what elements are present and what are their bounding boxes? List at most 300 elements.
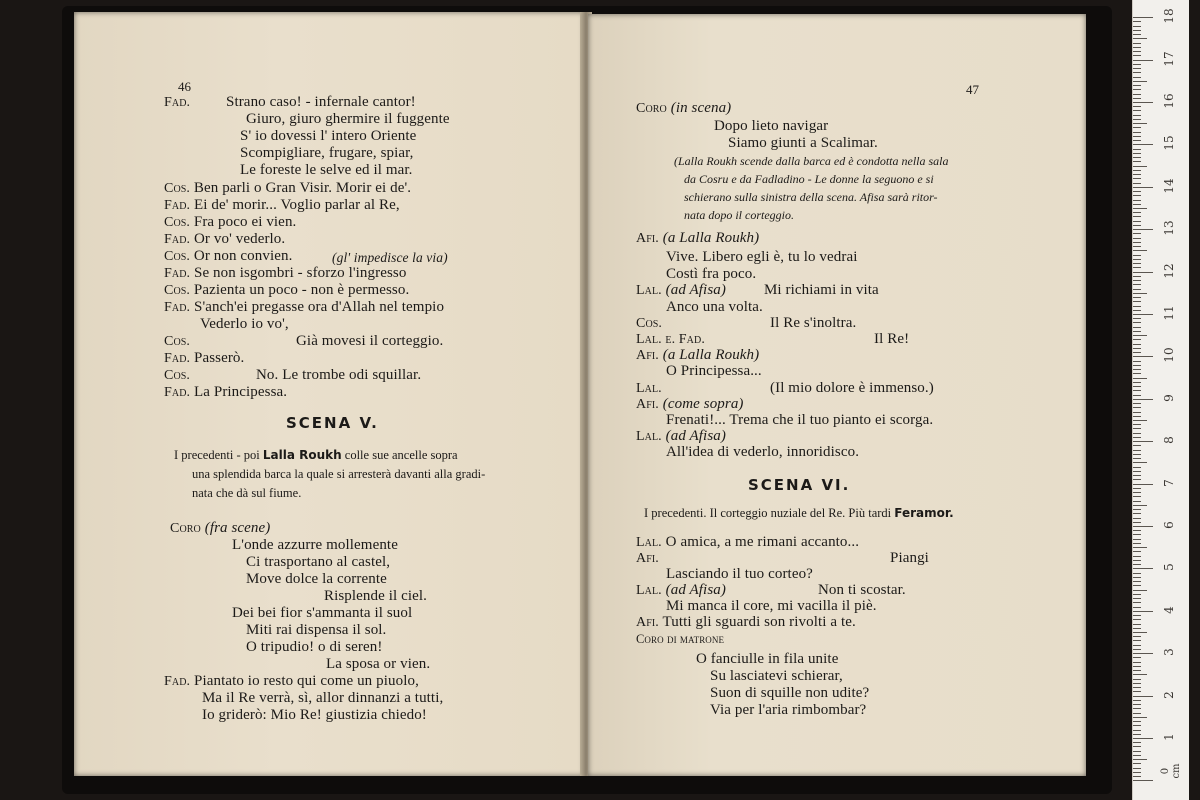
ruler-tick bbox=[1133, 352, 1141, 353]
ruler-tick bbox=[1133, 250, 1147, 251]
speaker-label: Lal. bbox=[636, 583, 662, 598]
ruler-tick bbox=[1133, 166, 1147, 167]
ruler-unit-label: 0 cm bbox=[1160, 763, 1182, 779]
ruler-tick bbox=[1133, 526, 1153, 527]
ruler-tick bbox=[1133, 378, 1147, 379]
ruler-tick bbox=[1133, 72, 1141, 73]
verse-line: Io griderò: Mio Re! giustizia chiedo! bbox=[202, 707, 427, 723]
ruler-tick bbox=[1133, 568, 1153, 569]
ruler-tick bbox=[1133, 170, 1141, 171]
ruler-tick bbox=[1133, 653, 1153, 654]
left-page-number: 46 bbox=[178, 79, 191, 94]
verse-line: (Il mio dolore è immenso.) bbox=[770, 380, 934, 396]
ruler-tick bbox=[1133, 140, 1141, 141]
ruler-tick bbox=[1133, 407, 1141, 408]
ruler-tick bbox=[1133, 518, 1141, 519]
ruler-tick bbox=[1133, 267, 1141, 268]
ruler-tick bbox=[1133, 547, 1147, 548]
verse-line: Mi richiami in vita bbox=[764, 282, 879, 298]
stage-direction: (gl' impedisce la via) bbox=[332, 250, 448, 265]
left-page bbox=[74, 12, 584, 776]
ruler-tick bbox=[1133, 373, 1141, 374]
right-page-number: 47 bbox=[966, 82, 979, 97]
speaker-label: Afi. bbox=[636, 397, 659, 412]
speaker-label: Coro di matrone bbox=[636, 632, 725, 646]
ruler-tick bbox=[1133, 598, 1141, 599]
speaker-label: Fad. bbox=[164, 198, 191, 213]
ruler-tick bbox=[1133, 195, 1141, 196]
ruler-tick bbox=[1133, 301, 1141, 302]
ruler-tick bbox=[1133, 611, 1153, 612]
scene-description: I precedenti - poi Lalla Roukh colle sue ancelle sopra bbox=[174, 448, 458, 462]
stage-direction: (ad Afisa) bbox=[665, 582, 726, 598]
ruler-mark-label: 1 bbox=[1162, 733, 1176, 741]
ruler-tick bbox=[1133, 280, 1141, 281]
ruler-tick bbox=[1133, 55, 1141, 56]
ruler-mark-label: 7 bbox=[1162, 478, 1176, 487]
ruler-tick bbox=[1133, 361, 1141, 362]
stage-direction: (fra scene) bbox=[204, 520, 271, 536]
ruler-tick bbox=[1133, 539, 1141, 540]
ruler-tick bbox=[1133, 94, 1141, 95]
ruler-tick bbox=[1133, 717, 1147, 718]
ruler-tick bbox=[1133, 89, 1141, 90]
ruler-tick bbox=[1133, 297, 1141, 298]
ruler-tick bbox=[1133, 738, 1153, 739]
verse-line: O Principessa... bbox=[666, 363, 762, 379]
ruler-mark-label: 15 bbox=[1162, 135, 1176, 152]
ruler-tick bbox=[1133, 106, 1141, 107]
speaker-label: Afi. bbox=[636, 615, 659, 630]
ruler-tick bbox=[1133, 276, 1141, 277]
verse-line: O tripudio! o di seren! bbox=[246, 639, 383, 655]
ruler-tick bbox=[1133, 225, 1141, 226]
ruler-mark-label: 3 bbox=[1162, 648, 1176, 657]
ruler-tick bbox=[1133, 522, 1141, 523]
ruler-tick bbox=[1133, 272, 1153, 273]
ruler-tick bbox=[1133, 356, 1153, 357]
ruler-tick bbox=[1133, 259, 1141, 260]
ruler-tick bbox=[1133, 530, 1141, 531]
ruler-tick bbox=[1133, 708, 1141, 709]
verse-line: Mi manca il core, mi vacilla il piè. bbox=[666, 598, 877, 614]
ruler-tick bbox=[1133, 115, 1141, 116]
ruler-tick bbox=[1133, 509, 1141, 510]
verse-line: Fra poco ei vien. bbox=[193, 214, 297, 230]
ruler-tick bbox=[1133, 263, 1141, 264]
verse-line: Piangi bbox=[890, 550, 929, 566]
ruler-tick bbox=[1133, 742, 1141, 743]
verse-line: O fanciulle in fila unite bbox=[696, 651, 839, 667]
scene-description: I precedenti. Il corteggio nuziale del Re. Più tardi Feramor. bbox=[644, 506, 954, 520]
ruler-tick bbox=[1133, 462, 1147, 463]
ruler-tick bbox=[1133, 772, 1141, 773]
ruler-tick bbox=[1133, 488, 1141, 489]
ruler-tick bbox=[1133, 602, 1141, 603]
ruler-tick bbox=[1133, 310, 1141, 311]
verse-line: Risplende il ciel. bbox=[324, 588, 428, 604]
ruler-mark-label: 12 bbox=[1162, 262, 1176, 279]
speaker-label: Lal. bbox=[636, 429, 662, 444]
ruler-tick bbox=[1133, 560, 1141, 561]
ruler-tick bbox=[1133, 327, 1141, 328]
verse-line: Passerò. bbox=[194, 350, 245, 366]
stage-direction: (ad Afisa) bbox=[665, 282, 726, 298]
ruler-tick bbox=[1133, 534, 1141, 535]
verse-line: Tutti gli sguardi son rivolti a te. bbox=[662, 614, 856, 630]
ruler-tick bbox=[1133, 26, 1141, 27]
ruler-tick bbox=[1133, 174, 1141, 175]
ruler-tick bbox=[1133, 161, 1141, 162]
ruler-tick bbox=[1133, 751, 1141, 752]
ruler-tick bbox=[1133, 17, 1153, 18]
ruler-tick bbox=[1133, 390, 1141, 391]
ruler-tick bbox=[1133, 730, 1141, 731]
ruler-tick bbox=[1133, 293, 1147, 294]
speaker-label: Fad. bbox=[164, 95, 191, 110]
speaker-label: Lal. bbox=[636, 381, 662, 396]
ruler-tick bbox=[1133, 573, 1141, 574]
ruler-tick bbox=[1133, 187, 1153, 188]
speaker-label: Fad. bbox=[164, 674, 191, 689]
ruler-tick bbox=[1133, 43, 1141, 44]
ruler-tick bbox=[1133, 289, 1141, 290]
ruler-tick bbox=[1133, 746, 1141, 747]
ruler-tick bbox=[1133, 759, 1147, 760]
stage-direction: da Cosru e da Fadladino - Le donne la seguono e si bbox=[684, 172, 934, 186]
verse-line: Ci trasportano al castel, bbox=[246, 554, 391, 570]
ruler-tick bbox=[1133, 458, 1141, 459]
ruler-tick bbox=[1133, 344, 1141, 345]
verse-line: L'onde azzurre mollemente bbox=[232, 537, 398, 553]
ruler-tick bbox=[1133, 365, 1141, 366]
ruler-tick bbox=[1133, 136, 1141, 137]
ruler-mark-label: 8 bbox=[1162, 436, 1176, 445]
ruler-tick bbox=[1133, 47, 1141, 48]
ruler-tick bbox=[1133, 416, 1141, 417]
ruler-tick bbox=[1133, 624, 1141, 625]
verse-line: No. Le trombe odi squillar. bbox=[256, 367, 422, 383]
ruler-tick bbox=[1133, 246, 1141, 247]
ruler-tick bbox=[1133, 238, 1141, 239]
verse-line: Move dolce la corrente bbox=[246, 571, 387, 587]
verse-line: Vederlo io vo', bbox=[200, 316, 289, 332]
ruler-tick bbox=[1133, 594, 1141, 595]
ruler-tick bbox=[1133, 403, 1141, 404]
ruler-tick bbox=[1133, 98, 1141, 99]
ruler-tick bbox=[1133, 322, 1141, 323]
ruler-tick bbox=[1133, 666, 1141, 667]
scene-description: nata che dà sul fiume. bbox=[192, 486, 302, 500]
verse-line: Anco una volta. bbox=[666, 299, 763, 315]
ruler-tick bbox=[1133, 386, 1141, 387]
ruler-tick bbox=[1133, 229, 1153, 230]
ruler-tick bbox=[1133, 51, 1141, 52]
verse-line: Or non convien. bbox=[193, 248, 293, 264]
ruler-tick bbox=[1133, 85, 1141, 86]
ruler-tick bbox=[1133, 64, 1141, 65]
stage-direction: nata dopo il corteggio. bbox=[684, 208, 794, 222]
ruler-tick bbox=[1133, 454, 1141, 455]
ruler-tick bbox=[1133, 590, 1147, 591]
speaker-label: Afi. bbox=[636, 348, 659, 363]
ruler-tick bbox=[1133, 585, 1141, 586]
speaker-label: Coro bbox=[170, 521, 201, 536]
ruler-tick bbox=[1133, 445, 1141, 446]
ruler-tick bbox=[1133, 492, 1141, 493]
ruler-tick bbox=[1133, 700, 1141, 701]
ruler-tick bbox=[1133, 157, 1141, 158]
speaker-label: Fad. bbox=[164, 232, 191, 247]
ruler-tick bbox=[1133, 30, 1141, 31]
ruler-tick bbox=[1133, 204, 1141, 205]
verse-line: Il Re! bbox=[874, 331, 910, 347]
ruler-tick bbox=[1133, 543, 1141, 544]
ruler-tick bbox=[1133, 696, 1153, 697]
ruler-mark-label: 10 bbox=[1162, 347, 1176, 364]
ruler-tick bbox=[1133, 484, 1153, 485]
ruler-mark-label: 6 bbox=[1162, 521, 1176, 529]
ruler-tick bbox=[1133, 645, 1141, 646]
speaker-label: Cos. bbox=[164, 249, 191, 264]
verse-line: S'anch'ei pregasse ora d'Allah nel tempio bbox=[194, 299, 445, 315]
verse-line: Lasciando il tuo corteo? bbox=[666, 566, 813, 582]
stage-direction: (come sopra) bbox=[662, 396, 744, 412]
ruler-tick bbox=[1133, 763, 1141, 764]
ruler-mark-label: 2 bbox=[1162, 690, 1176, 699]
verse-line: Se non isgombri - sforzo l'ingresso bbox=[194, 265, 407, 281]
verse-line: Giuro, giuro ghermire il fuggente bbox=[246, 111, 450, 127]
ruler-tick bbox=[1133, 68, 1141, 69]
ruler-tick bbox=[1133, 60, 1153, 61]
verse-line: Miti rai dispensa il sol. bbox=[246, 622, 387, 638]
ruler-tick bbox=[1133, 619, 1141, 620]
ruler-tick bbox=[1133, 123, 1147, 124]
ruler-tick bbox=[1133, 200, 1141, 201]
ruler-tick bbox=[1133, 420, 1147, 421]
verse-line: Piantato io resto qui come un piuolo, bbox=[194, 673, 419, 689]
ruler-tick bbox=[1133, 339, 1141, 340]
verse-line: Scompigliare, frugare, spiar, bbox=[240, 145, 414, 161]
ruler-tick bbox=[1133, 153, 1141, 154]
scene-heading: SCENA V. bbox=[286, 414, 379, 432]
verse-line: All'idea di vederlo, innoridisco. bbox=[666, 444, 860, 460]
ruler-tick bbox=[1133, 127, 1141, 128]
ruler-tick bbox=[1133, 242, 1141, 243]
ruler-tick bbox=[1133, 450, 1141, 451]
ruler-mark-label: 16 bbox=[1162, 93, 1176, 109]
stage-direction: (a Lalla Roukh) bbox=[662, 230, 760, 246]
ruler-tick bbox=[1133, 38, 1147, 39]
speaker-label: Fad. bbox=[164, 385, 191, 400]
ruler-tick bbox=[1133, 768, 1141, 769]
verse-line: Ben parli o Gran Visir. Morir ei de'. bbox=[193, 180, 412, 196]
ruler-tick bbox=[1133, 399, 1153, 400]
verse-line: Non ti scostar. bbox=[818, 582, 906, 598]
verse-line: Su lasciatevi schierar, bbox=[710, 668, 843, 684]
ruler-tick bbox=[1133, 212, 1141, 213]
speaker-label: Cos. bbox=[164, 283, 191, 298]
verse-line: Siamo giunti a Scalimar. bbox=[728, 135, 878, 151]
ruler-tick bbox=[1133, 657, 1141, 658]
ruler-tick bbox=[1133, 21, 1141, 22]
verse-line: S' io dovessi l' intero Oriente bbox=[240, 128, 417, 144]
ruler-tick bbox=[1133, 564, 1141, 565]
ruler-tick bbox=[1133, 505, 1147, 506]
speaker-label: Cos. bbox=[164, 368, 191, 383]
scene-heading: SCENA VI. bbox=[748, 476, 851, 494]
ruler-tick bbox=[1133, 670, 1141, 671]
verse-line: Via per l'aria rimbombar? bbox=[710, 702, 867, 718]
ruler-tick bbox=[1133, 216, 1141, 217]
ruler-tick bbox=[1133, 382, 1141, 383]
speaker-label: Fad. bbox=[164, 351, 191, 366]
ruler-tick bbox=[1133, 780, 1153, 781]
scene-description: una splendida barca la quale si arresterà davanti alla gradi- bbox=[192, 467, 486, 481]
stage-direction: (in scena) bbox=[670, 100, 732, 116]
ruler-tick bbox=[1133, 615, 1141, 616]
ruler-tick bbox=[1133, 412, 1141, 413]
ruler-mark-label: 13 bbox=[1162, 220, 1176, 236]
verse-line: La Principessa. bbox=[194, 384, 288, 400]
speaker-label: Afi. bbox=[636, 551, 659, 566]
right-page bbox=[588, 14, 1086, 776]
ruler-tick bbox=[1133, 713, 1141, 714]
ruler-tick bbox=[1133, 34, 1141, 35]
speaker-label: Lal. bbox=[636, 535, 662, 550]
measuring-ruler bbox=[1132, 0, 1189, 800]
ruler-tick bbox=[1133, 687, 1141, 688]
ruler-tick bbox=[1133, 77, 1141, 78]
ruler-tick bbox=[1133, 331, 1141, 332]
ruler-tick bbox=[1133, 81, 1147, 82]
stage-direction: (a Lalla Roukh) bbox=[662, 347, 760, 363]
ruler-tick bbox=[1133, 628, 1141, 629]
speaker-label: Lal. bbox=[636, 283, 662, 298]
verse-line: Ma il Re verrà, sì, allor dinnanzi a tutti, bbox=[202, 690, 444, 706]
ruler-tick bbox=[1133, 679, 1141, 680]
ruler-tick bbox=[1133, 318, 1141, 319]
ruler-tick bbox=[1133, 369, 1141, 370]
ruler-tick bbox=[1133, 581, 1141, 582]
ruler-tick bbox=[1133, 221, 1141, 222]
verse-line: Vive. Libero egli è, tu lo vedrai bbox=[666, 249, 858, 265]
verse-line: O amica, a me rimani accanto... bbox=[665, 534, 860, 550]
ruler-tick bbox=[1133, 233, 1141, 234]
ruler-tick bbox=[1133, 475, 1141, 476]
ruler-mark-label: 5 bbox=[1162, 563, 1176, 572]
speaker-label: Afi. bbox=[636, 231, 659, 246]
ruler-tick bbox=[1133, 501, 1141, 502]
ruler-tick bbox=[1133, 734, 1141, 735]
ruler-tick bbox=[1133, 471, 1141, 472]
ruler-tick bbox=[1133, 674, 1147, 675]
ruler-tick bbox=[1133, 467, 1141, 468]
ruler-tick bbox=[1133, 433, 1141, 434]
ruler-tick bbox=[1133, 640, 1141, 641]
speaker-label: Cos. bbox=[164, 215, 191, 230]
ruler-mark-label: 9 bbox=[1162, 393, 1176, 402]
verse-line: Già movesi il corteggio. bbox=[296, 333, 444, 349]
ruler-tick bbox=[1133, 607, 1141, 608]
ruler-tick bbox=[1133, 513, 1141, 514]
verse-line: Strano caso! - infernale cantor! bbox=[226, 94, 416, 110]
stage-direction: schierano sulla sinistra della scena. Afisa sarà ritor- bbox=[684, 190, 938, 204]
ruler-tick bbox=[1133, 556, 1141, 557]
ruler-tick bbox=[1133, 306, 1141, 307]
ruler-tick bbox=[1133, 149, 1141, 150]
ruler-tick bbox=[1133, 725, 1141, 726]
verse-line: Le foreste le selve ed il mar. bbox=[240, 162, 413, 178]
ruler-mark-label: 4 bbox=[1162, 605, 1176, 614]
ruler-mark-label: 14 bbox=[1162, 178, 1176, 194]
ruler-tick bbox=[1133, 691, 1141, 692]
verse-line: Pazienta un poco - non è permesso. bbox=[193, 282, 410, 298]
ruler-tick bbox=[1133, 479, 1141, 480]
ruler-tick bbox=[1133, 208, 1147, 209]
ruler-tick bbox=[1133, 683, 1141, 684]
ruler-tick bbox=[1133, 424, 1141, 425]
ruler-tick bbox=[1133, 183, 1141, 184]
verse-line: Suon di squille non udite? bbox=[710, 685, 870, 701]
ruler-tick bbox=[1133, 721, 1141, 722]
speaker-label: Cos. bbox=[636, 316, 663, 331]
speaker-label: Cos. bbox=[164, 181, 191, 196]
ruler-tick bbox=[1133, 755, 1141, 756]
ruler-tick bbox=[1133, 255, 1141, 256]
ruler-mark-label: 18 bbox=[1162, 8, 1176, 24]
ruler-tick bbox=[1133, 496, 1141, 497]
speaker-label: Lal. e. Fad. bbox=[636, 332, 705, 347]
ruler-tick bbox=[1133, 110, 1141, 111]
ruler-tick bbox=[1133, 191, 1141, 192]
ruler-tick bbox=[1133, 441, 1153, 442]
verse-line: Costì fra poco. bbox=[666, 266, 757, 282]
ruler-tick bbox=[1133, 551, 1141, 552]
ruler-tick bbox=[1133, 577, 1141, 578]
ruler-tick bbox=[1133, 132, 1141, 133]
speaker-label: Cos. bbox=[164, 334, 191, 349]
speaker-label: Fad. bbox=[164, 300, 191, 315]
ruler-tick bbox=[1133, 314, 1153, 315]
verse-line: Dei bei fior s'ammanta il suol bbox=[232, 605, 413, 621]
ruler-tick bbox=[1133, 102, 1153, 103]
speaker-label: Fad. bbox=[164, 266, 191, 281]
verse-line: Il Re s'inoltra. bbox=[770, 315, 857, 331]
ruler-mark-label: 17 bbox=[1162, 50, 1176, 67]
verse-line: Dopo lieto navigar bbox=[714, 118, 829, 134]
ruler-tick bbox=[1133, 704, 1141, 705]
ruler-tick bbox=[1133, 428, 1141, 429]
stage-direction: (ad Afisa) bbox=[665, 428, 726, 444]
verse-line: Ei de' morir... Voglio parlar al Re, bbox=[194, 197, 400, 213]
ruler-tick bbox=[1133, 119, 1141, 120]
ruler-mark-label: 11 bbox=[1162, 305, 1176, 321]
verse-line: La sposa or vien. bbox=[326, 656, 431, 672]
ruler-tick bbox=[1133, 178, 1141, 179]
verse-line: Frenati!... Trema che il tuo pianto ei scorga. bbox=[666, 412, 934, 428]
ruler-tick bbox=[1133, 335, 1147, 336]
ruler-tick bbox=[1133, 662, 1141, 663]
ruler-tick bbox=[1133, 395, 1141, 396]
ruler-tick bbox=[1133, 776, 1141, 777]
ruler-tick bbox=[1133, 144, 1153, 145]
ruler-tick bbox=[1133, 437, 1141, 438]
verse-line: Or vo' vederlo. bbox=[194, 231, 286, 247]
ruler-tick bbox=[1133, 636, 1141, 637]
ruler-tick bbox=[1133, 284, 1141, 285]
stage-direction: (Lalla Roukh scende dalla barca ed è condotta nella sala bbox=[674, 154, 949, 168]
